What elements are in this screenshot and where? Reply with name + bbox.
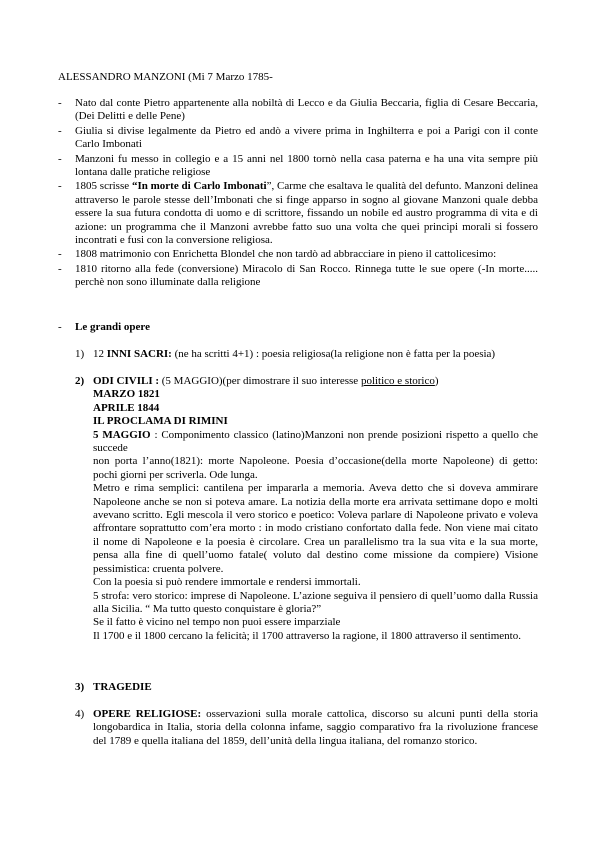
list-item-text: Giulia si divise legalmente da Pietro ed andò a vivere prima in Inghilterra e poi a Parigi con il conte Carlo Imbonati (75, 124, 538, 151)
list-item-text-post: ”, Carme che esaltava le qualità del defunto. Manzoni delinea attraverso le parole stesse dell’Imbonati che si finge apparso in sogno al giovane Manzoni quale debba essere la sua futura condotta di uomo e di scrittore, fissando un nobile ed austro programma di vita e di azione: un programma che il Manzoni avrebbe fatto suo una volta che quei principi morali si fossero incontrati e fusi con la conversione religiosa. (75, 180, 539, 247)
list-item-text: Nato dal conte Pietro appartenente alla nobiltà di Lecco e da Giulia Beccaria, figlia di Cesare Beccaria, (Dei Delitti e delle Pene) (75, 97, 538, 123)
work-title: INNI SACRI: (106, 348, 172, 360)
list-item (58, 97, 538, 124)
paragraph: non porta l’anno(1821): morte Napoleone. Poesia d’occasione(della morte Napoleone) di getto: pochi giorni per scriverla. Ode lunga. (93, 455, 538, 481)
list-item (58, 153, 538, 180)
work-opere-religiose (75, 708, 538, 748)
list-dash: - (58, 262, 62, 275)
list-dash: - (58, 124, 62, 137)
work-number: 1) (75, 348, 85, 360)
biography-list (58, 97, 538, 291)
list-item-text: Manzoni fu messo in collegio e a 15 anni nel 1800 tornò nella casa paterna e ha una vita sempre più lontana dalle pratiche religiose (75, 152, 538, 179)
work-desc: (ne ha scritti 4+1) : poesia religiosa(la religione non è fatta per la poesia) (171, 348, 496, 360)
ode-aprile-1844: APRILE 1844 (93, 401, 160, 414)
paragraph: Il 1700 e il 1800 cercano la felicità; il 1700 attraverso la ragione, il 1800 attraverso il sentimento. (93, 629, 521, 642)
imbonati-title: “In morte di Carlo Imbonati (131, 180, 267, 193)
paragraph: Con la poesia si può rendere immortale e rendersi immortali. (93, 576, 361, 589)
underlined-text: politico e storico (360, 375, 435, 387)
work-desc: osservazioni sulla morale cattolica, discorso su alcuni punti della storia longobardica in Italia, storia della colonna infame, saggio comparativo fra la rivoluzione francese del 1789 e quella italiana del 1859, dell’unità della lingua italiana, del romanzo storico. (93, 708, 538, 747)
list-item-text-pre: 1805 scrisse (75, 180, 132, 193)
work-odi-civili (75, 375, 538, 643)
work-number: 4) (75, 708, 85, 720)
work-tragedie (75, 681, 538, 694)
list-item-text: 1808 matrimonio con Enrichetta Blondel che non tardò ad abbracciare in pieno il cattolicesimo: (75, 248, 497, 261)
document-title: ALESSANDRO MANZONI (Mi 7 Marzo 1785- (58, 71, 273, 83)
work-title: ODI CIVILI : (93, 375, 160, 387)
ode-5-maggio: 5 MAGGIO (93, 428, 151, 441)
ode-marzo-1821: MARZO 1821 (93, 388, 160, 401)
list-item (58, 248, 538, 261)
work-title: OPERE RELIGIOSE: (93, 708, 202, 720)
work-title: TRAGEDIE (93, 681, 152, 693)
ode-5-maggio-desc: : Componimento classico (latino)Manzoni non prende posizioni rispetto a quello che succede (93, 428, 539, 455)
works-heading (58, 321, 150, 334)
list-dash: - (58, 180, 62, 193)
work-number: 2) (75, 375, 85, 387)
work-number: 3) (75, 681, 85, 693)
work-desc: (5 MAGGIO)(per dimostrare il suo interesse (159, 375, 361, 387)
list-item (58, 263, 538, 290)
paragraph: 5 strofa: vero storico: imprese di Napoleone. L’azione seguiva il pensiero di quell’uomo dalla Russia alla Sicilia. “ Ma tutto questo conquistare è gloria?” (93, 589, 538, 615)
list-dash: - (58, 321, 62, 333)
list-item (58, 180, 538, 247)
work-pre: 12 (93, 348, 107, 360)
list-dash: - (58, 152, 62, 165)
list-item (58, 125, 538, 152)
list-dash: - (58, 97, 62, 109)
works-heading-text: Le grandi opere (75, 321, 150, 333)
work-inni-sacri (75, 348, 538, 361)
work-desc-close: ) (434, 375, 439, 387)
list-item-text: 1810 ritorno alla fede (conversione) Miracolo di San Rocco. Rinnega tutte le sue opere (-In morte..... perchè non sono illuminate dalla religione (75, 262, 538, 289)
paragraph: Se il fatto è vicino nel tempo non puoi essere imparziale (93, 616, 341, 629)
paragraph: Metro e rima semplici: cantilena per impararla a memoria. Aveva detto che si doveva ammirare Napoleone anche se non si poteva amare. La notizia della morte era arrivata settimane dopo e molti avevano scritto. Egli mescola il vero storico e poetico: Voleva parlare di Napoleone privato e voleva affrontare soprattutto com’era morto : in modo cristiano confortato dalla fede. Non viene mai citato il nome di Napoleone e la poesia è circolare. Crea un parallelismo tra la sua vita e la sua morte, pensa alla fine di quell’uomo fatale( voluto dal destino come missione da compiere) Visione pessimistica: cruenta polvere. (93, 482, 538, 575)
list-dash: - (58, 248, 62, 261)
ode-proclama-rimini: IL PROCLAMA DI RIMINI (93, 415, 228, 428)
